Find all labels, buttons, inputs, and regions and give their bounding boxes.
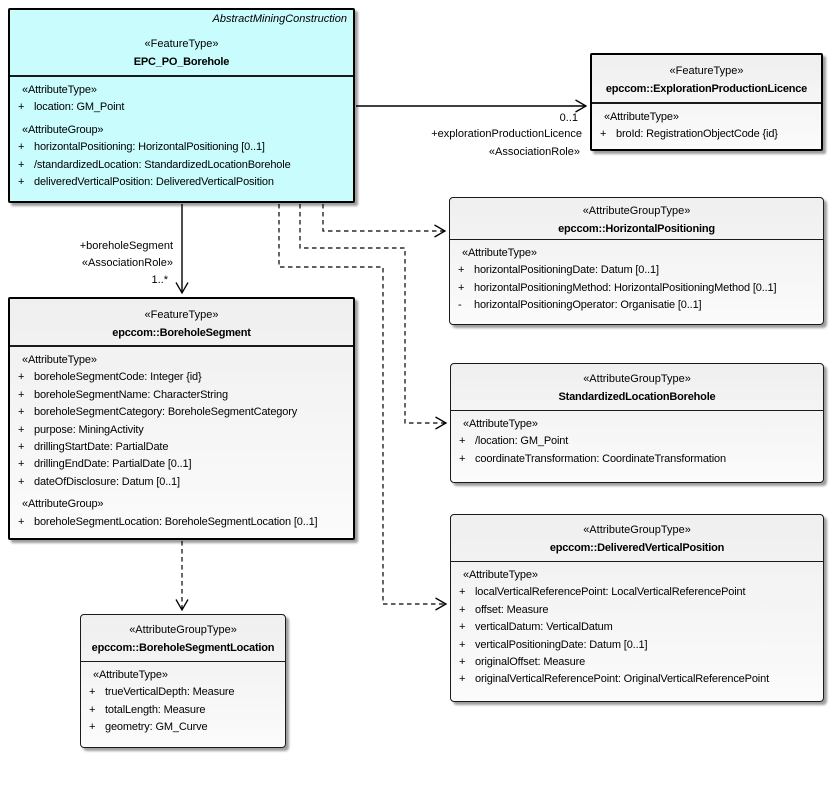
parent-class-label: AbstractMiningConstruction (212, 13, 347, 25)
association-role-name: +explorationProductionLicence (431, 128, 582, 140)
attribute-row (81, 719, 285, 736)
visibility-marker: + (18, 371, 25, 384)
class-borehole-segment-location[interactable] (80, 614, 286, 748)
class-stereotype: «AttributeGroupType» (129, 624, 237, 636)
attribute-row (451, 451, 823, 468)
visibility-marker: + (18, 441, 25, 454)
attribute-text: horizontalPositioningOperator: Organisatie [0..1] (474, 299, 702, 312)
attribute-text: /standardizedLocation: StandardizedLocationBorehole (34, 158, 291, 171)
attribute-row (81, 684, 285, 701)
attribute-text: totalLength: Measure (105, 703, 206, 716)
attribute-compartment (451, 562, 823, 689)
attribute-text: horizontalPositioningDate: Datum [0..1] (474, 264, 659, 277)
class-exploration-production-licence[interactable] (590, 53, 823, 151)
class-name: epccom::BoreholeSegmentLocation (91, 642, 275, 654)
visibility-marker: + (459, 452, 466, 465)
multiplicity-label: 1..* (151, 274, 168, 286)
class-stereotype: «AttributeGroupType» (583, 524, 691, 536)
attribute-row (450, 262, 823, 279)
visibility-marker: + (600, 128, 607, 141)
class-horizontal-positioning[interactable] (449, 197, 824, 325)
stereotype-row: «AttributeType» (22, 354, 97, 366)
attribute-text: originalVerticalReferencePoint: OriginalVerticalReferencePoint (475, 673, 769, 686)
attribute-text: boreholeSegmentCode: Integer {id} (34, 371, 202, 384)
attribute-compartment (451, 411, 823, 468)
attribute-row (10, 514, 353, 531)
class-standardized-location-borehole[interactable] (450, 363, 824, 483)
attribute-text: verticalPositioningDate: Datum [0..1] (475, 638, 648, 651)
class-name: epccom::ExplorationProductionLicence (605, 83, 808, 95)
visibility-marker: + (459, 435, 466, 448)
attribute-row (10, 369, 353, 386)
attribute-text: horizontalPositioningMethod: HorizontalPositioningMethod [0..1] (474, 281, 777, 294)
visibility-marker: + (18, 388, 25, 401)
class-stereotype: «FeatureType» (144, 38, 219, 50)
class-stereotype: «AttributeGroupType» (582, 205, 691, 217)
attribute-compartment (592, 104, 821, 144)
class-name: epccom::BoreholeSegment (112, 327, 251, 339)
attribute-row (10, 422, 353, 439)
class-stereotype: «AttributeGroupType» (583, 373, 691, 385)
visibility-marker: + (459, 621, 466, 634)
attribute-row (10, 174, 353, 191)
attribute-text: boreholeSegmentName: CharacterString (34, 388, 228, 401)
multiplicity-label: 0..1 (559, 112, 578, 124)
attribute-text: horizontalPositioning: HorizontalPositioning [0..1] (34, 141, 265, 154)
class-epc-po-borehole[interactable] (8, 8, 355, 203)
attribute-text: broId: RegistrationObjectCode {id} (616, 128, 778, 141)
attribute-text: geometry: GM_Curve (105, 721, 208, 734)
attribute-text: drillingStartDate: PartialDate (34, 441, 169, 454)
visibility-marker: + (89, 721, 96, 734)
attribute-row (10, 157, 353, 174)
attribute-compartment (10, 77, 353, 191)
attribute-row (451, 584, 823, 601)
attribute-compartment (10, 347, 353, 531)
attribute-row (10, 474, 353, 491)
class-name: epccom::HorizontalPositioning (558, 223, 715, 235)
attribute-text: dateOfDisclosure: Datum [0..1] (34, 475, 180, 488)
attribute-text: deliveredVerticalPosition: DeliveredVerticalPosition (34, 176, 274, 189)
stereotype-row: «AttributeType» (22, 84, 97, 96)
attribute-text: /location: GM_Point (475, 435, 569, 448)
visibility-marker: + (18, 158, 25, 171)
attribute-row (451, 619, 823, 636)
attribute-row (10, 99, 353, 116)
class-stereotype: «FeatureType» (144, 309, 219, 321)
class-stereotype: «FeatureType» (669, 65, 744, 77)
visibility-marker: + (459, 638, 466, 651)
attribute-text: drillingEndDate: PartialDate [0..1] (34, 458, 192, 471)
attribute-row (10, 456, 353, 473)
stereotype-row: «AttributeType» (604, 111, 679, 123)
attribute-row (81, 702, 285, 719)
visibility-marker: + (18, 101, 25, 114)
visibility-marker: + (18, 141, 25, 154)
attribute-row (451, 602, 823, 619)
attribute-row (451, 654, 823, 671)
stereotype-row: «AttributeGroup» (22, 498, 104, 511)
visibility-marker: + (89, 703, 96, 716)
visibility-marker: + (18, 423, 25, 436)
attribute-row (592, 126, 821, 143)
stereotype-row: «AttributeGroup» (22, 123, 104, 136)
visibility-marker: - (458, 299, 462, 312)
visibility-marker: + (18, 176, 25, 189)
visibility-marker: + (458, 281, 465, 294)
visibility-marker: + (459, 656, 466, 669)
attribute-row (451, 671, 823, 688)
attribute-text: location: GM_Point (34, 101, 125, 114)
stereotype-row: «AttributeType» (463, 569, 538, 581)
visibility-marker: + (18, 475, 25, 488)
class-name: epccom::DeliveredVerticalPosition (549, 542, 725, 554)
attribute-text: boreholeSegmentCategory: BoreholeSegmentCategory (34, 406, 298, 419)
attribute-row (10, 404, 353, 421)
attribute-row (10, 139, 353, 156)
class-name: StandardizedLocationBorehole (558, 391, 716, 403)
visibility-marker: + (18, 458, 25, 471)
association-role-name: +boreholeSegment (79, 240, 173, 252)
attribute-text: originalOffset: Measure (475, 656, 586, 669)
class-borehole-segment[interactable] (8, 297, 355, 540)
attribute-row (451, 433, 823, 450)
stereotype-row: «AttributeType» (463, 418, 538, 430)
attribute-text: trueVerticalDepth: Measure (105, 686, 235, 699)
visibility-marker: + (459, 673, 466, 686)
visibility-marker: + (459, 586, 466, 599)
visibility-marker: + (18, 406, 25, 419)
attribute-compartment (450, 240, 823, 315)
attribute-row (450, 280, 823, 297)
attribute-text: purpose: MiningActivity (34, 423, 144, 436)
attribute-text: offset: Measure (475, 603, 549, 616)
class-delivered-vertical-position[interactable] (450, 514, 824, 702)
stereotype-row: «AttributeType» (462, 247, 537, 259)
attribute-row (451, 637, 823, 654)
visibility-marker: + (459, 603, 466, 616)
visibility-marker: + (18, 515, 25, 528)
attribute-text: boreholeSegmentLocation: BoreholeSegmentLocation [0..1] (34, 515, 318, 528)
dependency-line-horizontal-positioning (323, 204, 445, 231)
association-stereotype: «AssociationRole» (81, 257, 173, 269)
association-stereotype: «AssociationRole» (488, 146, 580, 158)
attribute-text: localVerticalReferencePoint: LocalVerticalReferencePoint (475, 586, 746, 599)
attribute-text: verticalDatum: VerticalDatum (475, 621, 613, 634)
attribute-compartment (81, 662, 285, 737)
attribute-row (450, 297, 823, 314)
visibility-marker: + (458, 264, 465, 277)
visibility-marker: + (89, 686, 96, 699)
attribute-row (10, 387, 353, 404)
stereotype-row: «AttributeType» (93, 669, 168, 681)
attribute-text: coordinateTransformation: CoordinateTransformation (475, 452, 726, 465)
class-name: EPC_PO_Borehole (133, 56, 230, 68)
attribute-row (10, 439, 353, 456)
